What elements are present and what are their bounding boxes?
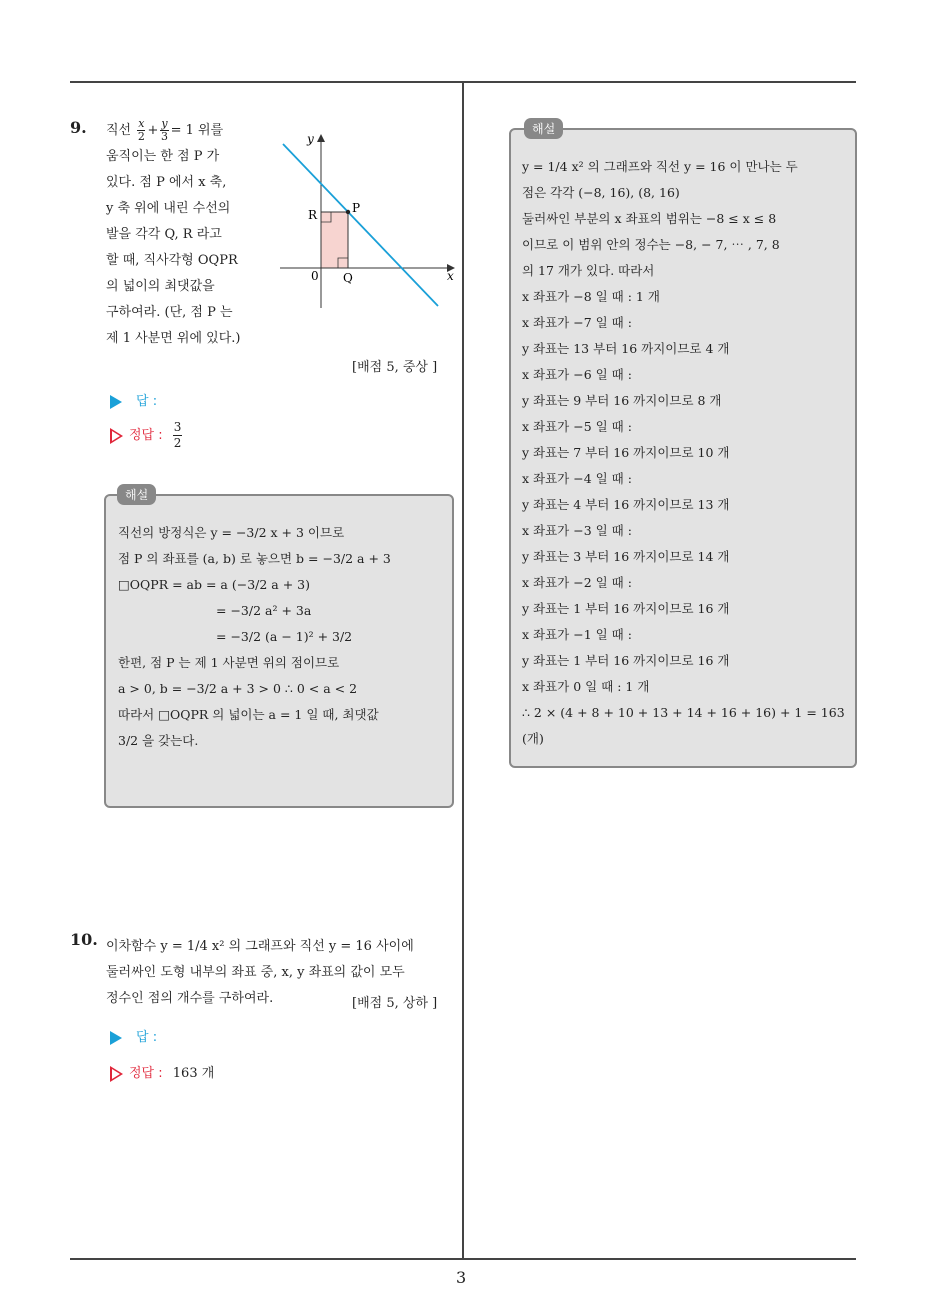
q9-line-9: 제 1 사분면 위에 있다.) xyxy=(106,331,241,346)
column-divider xyxy=(462,83,464,1259)
q10-line-3: 정수인 점의 개수를 구하여라. xyxy=(106,991,274,1006)
q9-sol-line-9: 3/2 을 갖는다. xyxy=(118,733,199,748)
q10-sol-line-21: x 좌표가 0 일 때 : 1 개 xyxy=(522,679,650,694)
q10-sol-line-23: (개) xyxy=(522,731,544,746)
q10-sol-line-20: y 좌표는 1 부터 16 까지이므로 16 개 xyxy=(522,653,730,668)
q10-sol-line-14: y 좌표는 4 부터 16 까지이므로 13 개 xyxy=(522,497,730,512)
bottom-rule xyxy=(70,1258,856,1260)
q9-sol-line-4: = −3/2 a² + 3a xyxy=(216,603,312,618)
q10-sol-line-13: x 좌표가 −4 일 때 : xyxy=(522,471,632,486)
q9-sol-line-6: 한편, 점 P 는 제 1 사분면 위의 점이므로 xyxy=(118,655,340,670)
q9-correct-label: 정답 : xyxy=(129,428,163,443)
rectangle-oqpr xyxy=(321,212,348,268)
q10-sol-line-10: y 좌표는 9 부터 16 까지이므로 8 개 xyxy=(522,393,722,408)
q10-correct-row xyxy=(110,1062,214,1082)
y-axis-arrow xyxy=(317,134,325,142)
q9-sol-line-3: □OQPR = ab = a (−3/2 a + 3) xyxy=(118,577,310,592)
graph-q-label: Q xyxy=(343,271,353,285)
q10-line-2: 둘러싸인 도형 내부의 좌표 중, x, y 좌표의 값이 모두 xyxy=(106,965,405,980)
correct-outline-triangle-icon xyxy=(110,1066,123,1082)
line-x2-y3 xyxy=(283,144,438,306)
q10-answer-label: 답 : xyxy=(136,1030,158,1045)
q10-sol-line-12: y 좌표는 7 부터 16 까지이므로 10 개 xyxy=(522,445,730,460)
q10-correct-value: 163 개 xyxy=(172,1066,215,1081)
q10-sol-line-6: x 좌표가 −8 일 때 : 1 개 xyxy=(522,289,660,304)
q9-score: [배점 5, 중상 ] xyxy=(352,360,438,375)
q10-answer-row[interactable] xyxy=(110,1026,157,1045)
q9-correct-value: $\frac{3}{2}$ xyxy=(173,420,182,450)
q10-sol-line-7: x 좌표가 −7 일 때 : xyxy=(522,315,632,330)
q10-correct-label: 정답 : xyxy=(129,1066,163,1081)
q9-answer-label: 답 : xyxy=(136,394,158,409)
question-9-text xyxy=(106,118,240,352)
q9-sol-line-7: a > 0, b = −3/2 a + 3 > 0 ∴ 0 < a < 2 xyxy=(118,681,358,696)
q10-sol-line-18: y 좌표는 1 부터 16 까지이므로 16 개 xyxy=(522,601,730,616)
q10-sol-line-4: 이므로 이 범위 안의 정수는 −8, − 7, ⋯ , 7, 8 xyxy=(522,237,780,252)
q9-sol-line-5: = −3/2 (a − 1)² + 3/2 xyxy=(216,629,353,644)
graph-origin-label: 0 xyxy=(311,269,319,283)
q9-line-7: 의 넓이의 최댓값을 xyxy=(106,279,215,294)
q10-sol-line-17: x 좌표가 −2 일 때 : xyxy=(522,575,632,590)
question-9-number: 9. xyxy=(70,118,87,137)
q9-line-1: 직선 $\frac{x}{2}$ + $\frac{y}{3}$ = 1 위를 xyxy=(106,117,224,143)
q10-score: [배점 5, 상하 ] xyxy=(352,996,438,1011)
q9-correct-row xyxy=(110,420,184,451)
q10-sol-line-8: y 좌표는 13 부터 16 까지이므로 4 개 xyxy=(522,341,730,356)
q9-line-6: 할 때, 직사각형 OQPR xyxy=(106,253,238,268)
q10-sol-line-11: x 좌표가 −5 일 때 : xyxy=(522,419,632,434)
q10-sol-line-3: 둘러싸인 부분의 x 좌표의 범위는 −8 ≤ x ≤ 8 xyxy=(522,211,777,226)
graph-x-label: x xyxy=(447,269,454,283)
q9-line-3: 있다. 점 P 에서 x 축, xyxy=(106,175,227,190)
q10-sol-line-5: 의 17 개가 있다. 따라서 xyxy=(522,263,655,278)
answer-play-icon xyxy=(110,1031,122,1045)
q10-sol-line-19: x 좌표가 −1 일 때 : xyxy=(522,627,632,642)
q10-solution-text xyxy=(522,154,845,752)
graph-r-label: R xyxy=(308,208,318,222)
graph-p-label: P xyxy=(352,201,361,215)
q9-line-8: 구하여라. (단, 점 P 는 xyxy=(106,305,233,320)
q10-sol-line-2: 점은 각각 (−8, 16), (8, 16) xyxy=(522,185,680,200)
q9-graph xyxy=(275,128,460,313)
q9-solution-text xyxy=(118,520,391,754)
q10-sol-line-9: x 좌표가 −6 일 때 : xyxy=(522,367,632,382)
point-p xyxy=(346,210,350,214)
q9-line-2: 움직이는 한 점 P 가 xyxy=(106,149,220,164)
q9-line-4: y 축 위에 내린 수선의 xyxy=(106,201,231,216)
q9-solution-tag: 해설 xyxy=(117,484,156,505)
q9-sol-line-1: 직선의 방정식은 y = −3/2 x + 3 이므로 xyxy=(118,525,345,540)
q9-sol-line-2: 점 P 의 좌표를 (a, b) 로 놓으면 b = −3/2 a + 3 xyxy=(118,551,391,566)
q9-line-5: 발을 각각 Q, R 라고 xyxy=(106,227,222,242)
graph-y-label: y xyxy=(307,132,314,146)
question-10-number: 10. xyxy=(70,930,98,949)
q10-sol-line-15: x 좌표가 −3 일 때 : xyxy=(522,523,632,538)
page-number: 3 xyxy=(456,1268,467,1287)
q10-sol-line-1: y = 1/4 x² 의 그래프와 직선 y = 16 이 만나는 두 xyxy=(522,159,798,174)
q10-solution-tag: 해설 xyxy=(524,118,563,139)
correct-outline-triangle-icon xyxy=(110,428,123,444)
q9-answer-row[interactable] xyxy=(110,390,157,409)
q9-sol-line-8: 따라서 □OQPR 의 넓이는 a = 1 일 때, 최댓값 xyxy=(118,707,379,722)
answer-play-icon xyxy=(110,395,122,409)
q10-sol-line-16: y 좌표는 3 부터 16 까지이므로 14 개 xyxy=(522,549,730,564)
q10-line-1: 이차함수 y = 1/4 x² 의 그래프와 직선 y = 16 사이에 xyxy=(106,939,414,954)
q10-sol-line-22: ∴ 2 × (4 + 8 + 10 + 13 + 14 + 16 + 16) + 1 = 163 xyxy=(522,705,845,720)
